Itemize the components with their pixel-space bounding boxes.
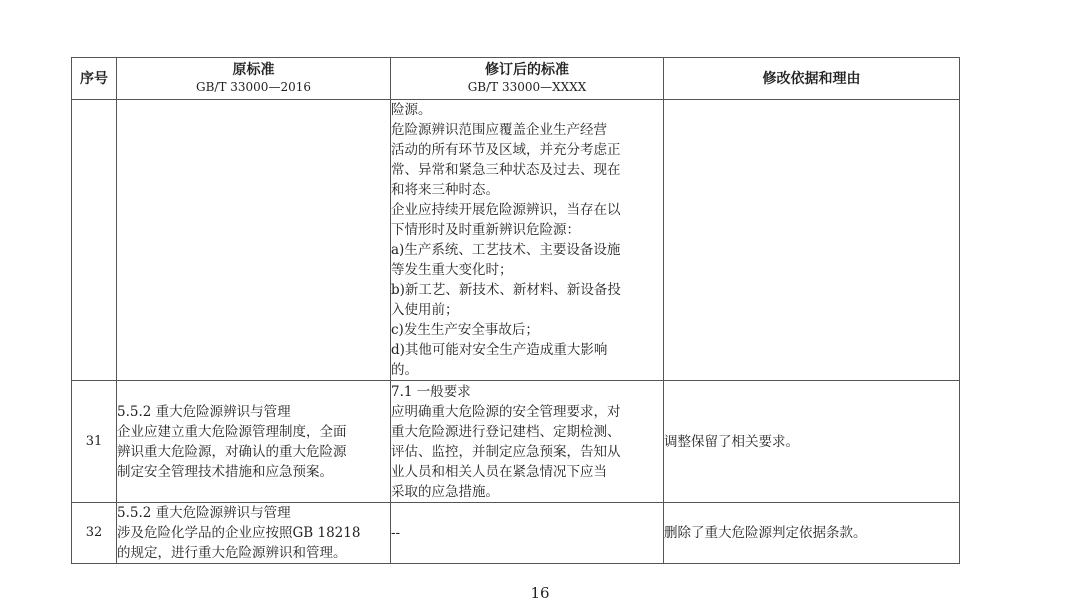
text-line: 5.5.2 重大危险源辨识与管理	[117, 505, 291, 521]
row-reason-text	[664, 100, 960, 381]
row-original-text	[117, 381, 391, 503]
text-line: 的。	[391, 362, 418, 378]
row-original-text	[117, 100, 391, 381]
row-revised-text	[391, 381, 664, 503]
text-line: 重大危险源进行登记建档、定期检测、	[391, 423, 621, 440]
text-line: 的规定，进行重大危险源辨识和管理。	[117, 545, 347, 561]
text-line: 涉及危险化学品的企业应按照GB 18218	[117, 525, 361, 541]
text-line: 和将来三种时态。	[391, 182, 499, 198]
text-line: --	[391, 525, 401, 541]
text-line: 险源。	[391, 102, 432, 118]
header-revised-code: GB/T 33000—XXXX	[467, 80, 587, 94]
row-serial-number: 32	[72, 503, 117, 564]
table-row	[72, 100, 960, 381]
header-reason: 修改依据和理由	[664, 58, 960, 100]
row-revised-text	[391, 100, 664, 381]
text-line: b)新工艺、新技术、新材料、新设备投	[391, 282, 621, 298]
page-number: 16	[530, 584, 550, 602]
header-revised-standard	[391, 58, 664, 100]
text-line: 危险源辨识范围应覆盖企业生产经营	[391, 122, 607, 138]
header-original-standard	[117, 58, 391, 100]
table-row	[72, 503, 960, 564]
text-line: 企业应建立重大危险源管理制度，全面	[117, 423, 347, 440]
table-header-row	[72, 58, 960, 100]
header-original-title: 原标准	[232, 62, 275, 78]
row-serial-number: 31	[72, 381, 117, 503]
row-reason-text: 删除了重大危险源判定依据条款。	[664, 503, 960, 564]
text-line: 下情形时及时重新辨识危险源：	[391, 222, 580, 238]
text-line: 业人员和相关人员在紧急情况下应当	[391, 463, 607, 480]
row-original-text	[117, 503, 391, 564]
text-line: 采取的应急措施。	[391, 483, 499, 500]
text-line: 辨识重大危险源，对确认的重大危险源	[117, 443, 347, 460]
row-revised-text	[391, 503, 664, 564]
row-reason-text: 调整保留了相关要求。	[664, 381, 960, 503]
header-original-code: GB/T 33000—2016	[196, 80, 311, 94]
text-line: 等发生重大变化时；	[391, 262, 513, 278]
text-line: 制定安全管理技术措施和应急预案。	[117, 463, 333, 480]
table-row	[72, 381, 960, 503]
text-line: 5.5.2 重大危险源辨识与管理	[117, 403, 291, 420]
header-revised-title: 修订后的标准	[485, 62, 569, 78]
header-serial-number: 序号	[72, 58, 117, 100]
text-line: a)生产系统、工艺技术、主要设备设施	[391, 242, 621, 258]
text-line: 7.1 一般要求	[391, 383, 471, 400]
text-line: 企业应持续开展危险源辨识，当存在以	[391, 202, 621, 218]
text-line: 常、异常和紧急三种状态及过去、现在	[391, 162, 621, 178]
revision-comparison-table	[71, 57, 960, 564]
text-line: c)发生生产安全事故后；	[391, 322, 539, 338]
text-line: 活动的所有环节及区域，并充分考虑正	[391, 142, 621, 158]
text-line: 评估、监控，并制定应急预案，告知从	[391, 443, 621, 460]
row-serial-number	[72, 100, 117, 381]
text-line: d)其他可能对安全生产造成重大影响	[391, 342, 608, 358]
text-line: 应明确重大危险源的安全管理要求，对	[391, 403, 621, 420]
text-line: 入使用前；	[391, 302, 459, 318]
